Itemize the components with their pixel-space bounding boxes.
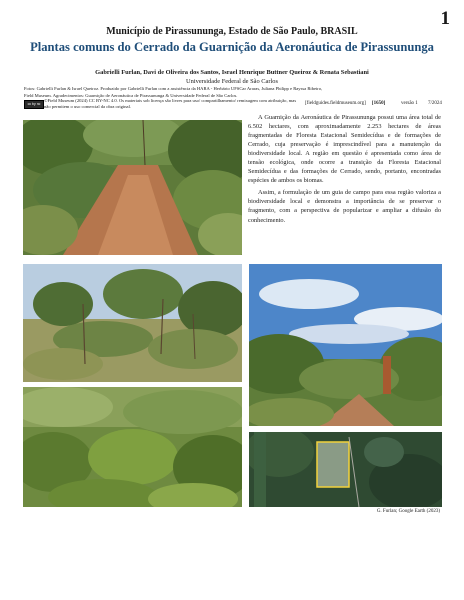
guide-number: [1650] bbox=[372, 101, 386, 106]
license-row bbox=[24, 98, 444, 111]
photo-satellite bbox=[249, 432, 442, 507]
page-number: 1 bbox=[440, 8, 450, 29]
version-label: versão 1 bbox=[401, 101, 418, 106]
date-label: 7/2024 bbox=[428, 101, 442, 106]
photo-cerrado-trees bbox=[23, 264, 242, 382]
body-paragraph: A Guarnição da Aeronáutica de Pirassununga possui uma área total de 6.502 hectares, com aproximadamente 2.253 hectares de áreas fragmentadas de Floresta Estacional Semidecídua e de formações de Cerrado, cuja preservação é imprescindível para a manutenção da biodiversidade local. A região em questão é apresentada como área de tensão ecológica, onde ocorre a transição da Floresta Estacional Semidecídua e das formações de Cerrado, sendo, portanto, encontradas espécies de ambos os biomas. bbox=[248, 114, 441, 185]
credits-line: Fotos: Gabrielli Furlan & Israel Queiroz. Produzido por Gabrielli Furlan com a assistência da HARA - Herbário UFSCar Araras, Juliana Philipp e Rayssa Ribeiro, bbox=[24, 86, 323, 91]
authors-line: Gabrielli Furlan, Davi de Oliveira dos Santos, Israel Henrique Buttner Queiroz & Renata Sebastiani bbox=[95, 69, 369, 76]
photo-trail bbox=[23, 120, 242, 255]
cc-license-icon: cc by nc bbox=[24, 100, 44, 109]
body-text bbox=[248, 113, 441, 228]
license-text: ©Field Museum (2024) CC BY-NC 4.0. Os materiais sob licença são livres para uso/ compartilhamento/ remixagem com atribuição, mas não permitem o uso comercial da obra original. bbox=[44, 98, 297, 109]
institution-line: Universidade Federal de São Carlos bbox=[186, 78, 278, 85]
location-header: Município de Pirassununga, Estado de São Paulo, BRASIL bbox=[106, 26, 358, 37]
credits-line: Field Museum. Agradecimentos: Guarnição de Aeronáutica de Pirassununga & Universidade Federal de São Carlos. bbox=[24, 92, 238, 98]
guide-title: Plantas comuns do Cerrado da Guarnição da Aeronáutica de Pirassununga bbox=[30, 40, 434, 54]
body-paragraph: Assim, a formulação de um guia de campo para essa região valoriza a biodiversidade local e demonstra a importância de se preservar o fragmento, com a perspectiva de popularizar e ampliar a difusão do conhecimento. bbox=[248, 189, 441, 224]
fieldguides-link[interactable]: [fieldguides.fieldmuseum.org] bbox=[305, 101, 366, 106]
photo-landscape bbox=[249, 264, 442, 426]
photo-credit: G. Furlan; Google Earth (2023) bbox=[376, 509, 440, 514]
photo-vegetation bbox=[23, 387, 242, 507]
